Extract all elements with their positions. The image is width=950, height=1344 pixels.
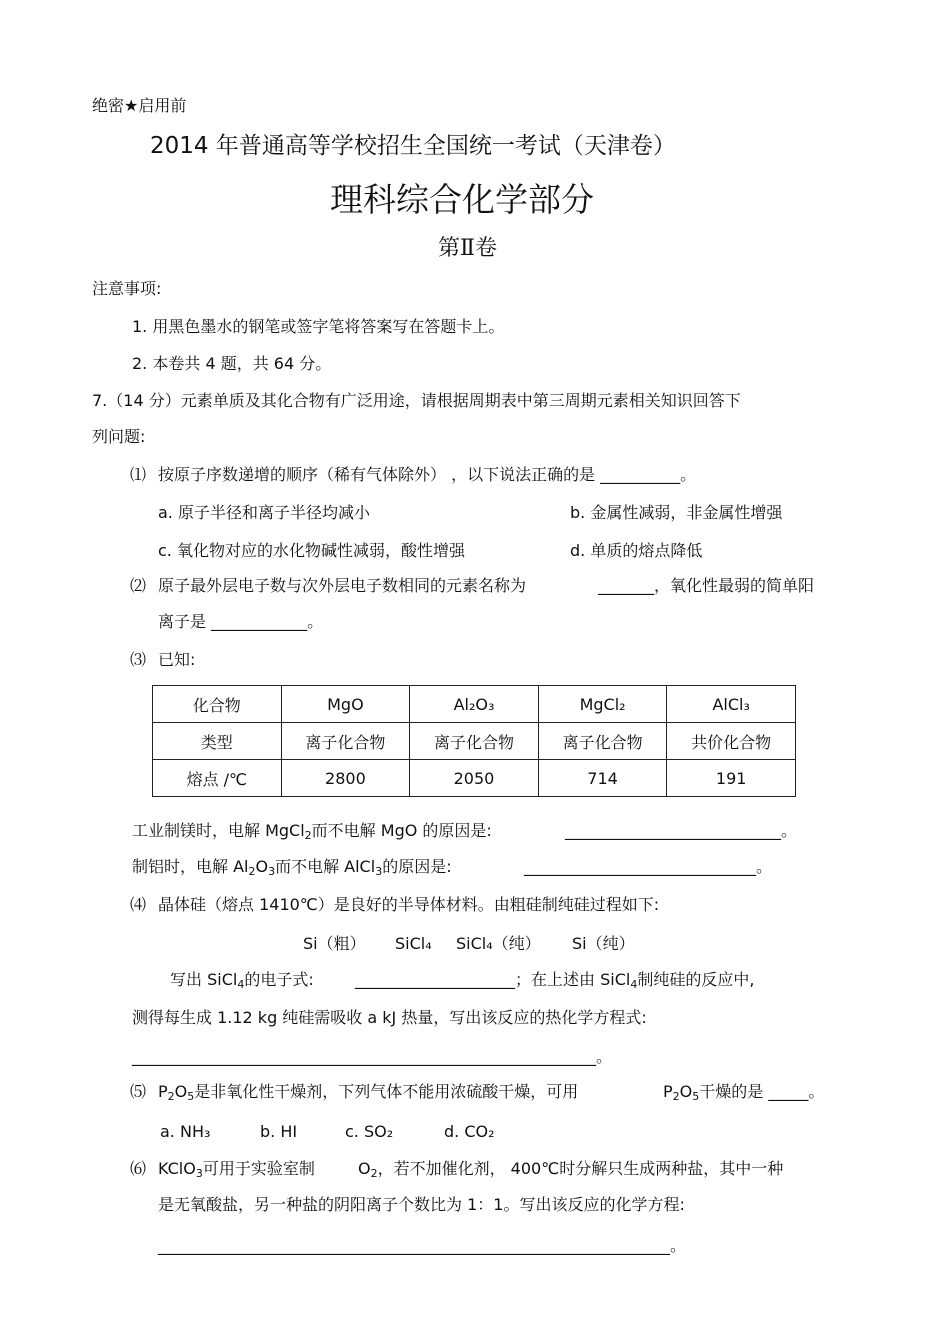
table-row: [153, 760, 796, 797]
option-a: a. 原子半径和离子半径均减小: [158, 503, 370, 522]
subscript: 3: [375, 865, 383, 878]
magnesium-blank: ___________________________。: [565, 821, 798, 840]
magnesium-question: [132, 821, 492, 842]
option-c: c. 氧化物对应的水化物碱性减弱，酸性增强: [158, 541, 465, 560]
magnesium-text-cont: 而不电解 MgO 的原因是:: [311, 821, 492, 840]
q7-stem-cont: 列问题:: [92, 427, 146, 446]
part5-text: O: [679, 1082, 693, 1101]
part5-text: P: [663, 1082, 673, 1101]
part6-line1: [158, 1159, 315, 1180]
secret-label: 绝密★启用前: [92, 96, 187, 115]
part-number: ⑴: [130, 465, 147, 484]
option-a: a. NH₃: [160, 1122, 211, 1141]
table-cell: 化合物: [153, 686, 282, 723]
part5-text: 是非氧化性干燥剂，下列气体不能用浓硫酸干燥，可用: [194, 1082, 579, 1101]
part4-text: 制纯硅的反应中,: [637, 970, 755, 989]
process-step: Si（纯）: [572, 934, 635, 953]
subscript: 3: [268, 865, 276, 878]
table-cell: 离子化合物: [281, 723, 410, 760]
notes-title: 注意事项:: [92, 279, 162, 298]
part-number: ⑶: [130, 650, 147, 669]
part6-text: ，若不加催化剂， 400℃时分解只生成两种盐，其中一种: [377, 1159, 784, 1178]
part-number: ⑹: [130, 1159, 147, 1178]
aluminum-text: 制铝时，电解 Al: [132, 857, 249, 876]
option-c: c. SO₂: [345, 1122, 394, 1141]
table-row: [153, 686, 796, 723]
table-row: [153, 723, 796, 760]
part4-text: 写出 SiCl: [170, 970, 238, 989]
subscript: 2: [167, 1090, 175, 1103]
part6-text: 可用于实验室制: [202, 1159, 315, 1178]
option-b: b. 金属性减弱，非金属性增强: [570, 503, 783, 522]
table-cell: 2800: [281, 760, 410, 797]
option-d: d. CO₂: [444, 1122, 495, 1141]
part6-line2: 是无氧酸盐，另一种盐的阴阳离子个数比为 1：1。写出该反应的化学方程:: [158, 1195, 685, 1214]
subscript: 4: [237, 978, 245, 991]
part2-text-cont: 离子是 ____________。: [158, 612, 324, 631]
part1-text: 按原子序数递增的顺序（稀有气体除外） ，以下说法正确的是 __________。: [158, 465, 697, 484]
part4-text: 的电子式:: [244, 970, 314, 989]
part5-text-cont: [663, 1082, 824, 1103]
subscript: 2: [248, 865, 256, 878]
aluminum-blank: _____________________________。: [524, 857, 773, 876]
table-cell: 714: [538, 760, 667, 797]
melting-point-table: [152, 685, 796, 797]
part4-line1-cont: [355, 970, 754, 991]
part6-answer-blank: ________________________________________________________________。: [158, 1236, 686, 1255]
table-cell: Al₂O₃: [410, 686, 539, 723]
aluminum-question: [132, 857, 452, 878]
part6-text: KClO: [158, 1159, 196, 1178]
part2-text: 原子最外层电子数与次外层电子数相同的元素名称为: [158, 576, 527, 595]
part6-line1-cont: [358, 1159, 783, 1180]
volume-title: 第Ⅱ卷: [438, 236, 497, 261]
subscript: 5: [187, 1090, 195, 1103]
table-cell: MgO: [281, 686, 410, 723]
subscript: 5: [692, 1090, 700, 1103]
subscript: 2: [304, 829, 312, 842]
q7-stem: 7.（14 分）元素单质及其化合物有广泛用途，请根据周期表中第三周期元素相关知识回答下: [92, 391, 741, 410]
subscript: 4: [630, 978, 638, 991]
part-number: ⑸: [130, 1082, 147, 1101]
part4-answer-blank: __________________________________________________________。: [132, 1047, 613, 1066]
part-number: ⑷: [130, 895, 147, 914]
table-cell: 共价化合物: [667, 723, 796, 760]
process-step: SiCl₄（纯）: [456, 934, 541, 953]
part6-text: O: [358, 1159, 371, 1178]
part5-text: O: [174, 1082, 188, 1101]
subject-title: 理科综合化学部分: [330, 180, 594, 219]
process-step: Si（粗）: [303, 934, 366, 953]
part5-text: 干燥的是 _____。: [699, 1082, 825, 1101]
table-cell: 类型: [153, 723, 282, 760]
table-cell: AlCl₃: [667, 686, 796, 723]
table-cell: 离子化合物: [538, 723, 667, 760]
part5-text: P: [158, 1082, 168, 1101]
table-cell: 离子化合物: [410, 723, 539, 760]
process-step: SiCl₄: [395, 934, 432, 953]
part4-intro: 晶体硅（熔点 1410℃）是良好的半导体材料。由粗硅制纯硅过程如下:: [158, 895, 660, 914]
part4-line2: 测得每生成 1.12 kg 纯硅需吸收 a kJ 热量，写出该反应的热化学方程式:: [132, 1008, 647, 1027]
option-d: d. 单质的熔点降低: [570, 541, 703, 560]
magnesium-text: 工业制镁时，电解 MgCl: [132, 821, 305, 840]
aluminum-text: 的原因是:: [382, 857, 452, 876]
aluminum-text: O: [255, 857, 269, 876]
subscript: 2: [370, 1167, 378, 1180]
part4-line1: [170, 970, 314, 991]
part2-blank: _______，氧化性最弱的简单阳: [598, 576, 815, 595]
exam-title: 2014 年普通高等学校招生全国统一考试（天津卷）: [150, 133, 676, 159]
aluminum-text: 而不电解 AlCl: [275, 857, 376, 876]
table-cell: MgCl₂: [538, 686, 667, 723]
table-cell: 熔点 /℃: [153, 760, 282, 797]
part4-text: ____________________；在上述由 SiCl: [355, 970, 631, 989]
note-item: 1. 用黑色墨水的钢笔或签字笔将答案写在答题卡上。: [132, 317, 505, 336]
subscript: 2: [672, 1090, 680, 1103]
part-number: ⑵: [130, 576, 147, 595]
part5-text: [158, 1082, 578, 1103]
part3-text: 已知:: [158, 650, 196, 669]
table-cell: 191: [667, 760, 796, 797]
table-cell: 2050: [410, 760, 539, 797]
note-item: 2. 本卷共 4 题，共 64 分。: [132, 354, 332, 373]
subscript: 3: [195, 1167, 203, 1180]
option-b: b. HI: [260, 1122, 298, 1141]
